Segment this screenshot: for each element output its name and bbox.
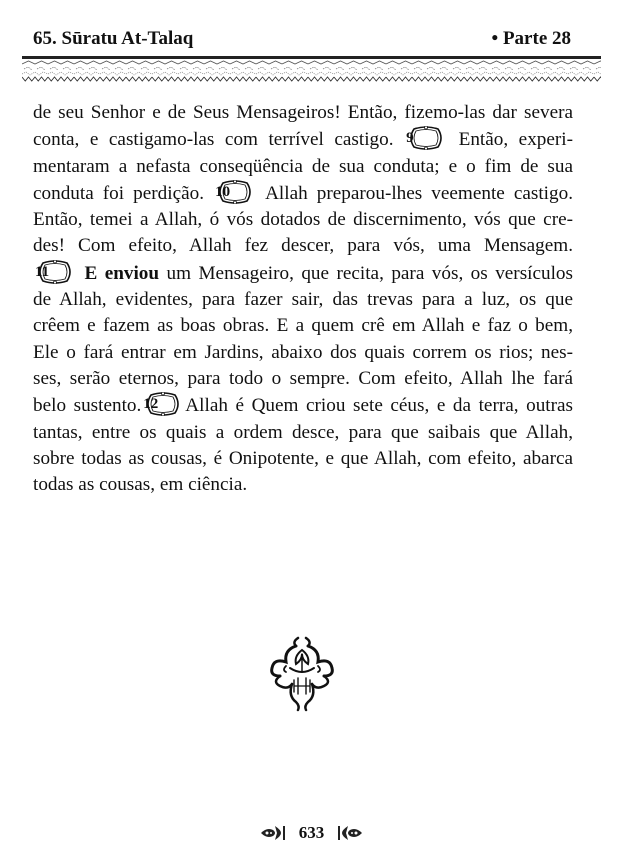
text-line bbox=[33, 126, 573, 153]
left-flourish-icon bbox=[261, 824, 289, 842]
text-line: ses, serão eternos, para todo o sempre. Com efeito, Allah lhe fará bbox=[33, 367, 573, 389]
verse-marker-10 bbox=[215, 180, 255, 204]
text-segment: Allah preparou-lhes veemente castigo. bbox=[265, 182, 573, 204]
verse-marker-9 bbox=[406, 126, 446, 150]
text-line: crêem e fazem as boas obras. E a quem crê em Allah e faz o bem, bbox=[33, 315, 573, 337]
verse-number: 10 bbox=[215, 183, 231, 200]
text-segment: um Mensageiro, que recita, para vós, os versículos bbox=[166, 262, 573, 284]
text-line: todas as cousas, em ciência. bbox=[33, 474, 248, 496]
text-segment: conduta foi perdição. bbox=[33, 182, 205, 204]
text-line: Ele o fará entrar em Jardins, abaixo dos quais correm os rios; nes- bbox=[33, 341, 573, 363]
text-line: tantas, entre os quais a ordem desce, para que saibais que Allah, bbox=[33, 421, 573, 443]
surah-title: 65. Sūratu At-Talaq bbox=[33, 28, 194, 49]
text-segment: Allah é Quem criou sete céus, e da terra, outras bbox=[185, 395, 573, 417]
text-line: de Allah, evidentes, para fazer sair, das trevas para a luz, os que bbox=[33, 289, 573, 311]
arabesque-ornament-icon bbox=[262, 632, 342, 712]
verse-number: 11 bbox=[35, 263, 50, 280]
text-segment: belo sustento. bbox=[33, 395, 142, 417]
page-number: 633 bbox=[298, 823, 325, 842]
part-label: • Parte 28 bbox=[491, 28, 571, 49]
bold-text: E enviou bbox=[84, 262, 160, 284]
text-line: Então, temei a Allah, ó vós dotados de discernimento, vós que cre- bbox=[33, 209, 573, 231]
text-line: mentaram a nefasta conseqüência de sua conduta; e o fim de sua bbox=[33, 155, 573, 177]
verse-number: 12 bbox=[143, 396, 159, 413]
text-line bbox=[33, 180, 573, 207]
text-line bbox=[33, 260, 573, 287]
right-flourish-icon bbox=[334, 824, 362, 842]
text-line bbox=[33, 392, 573, 419]
decorative-border-icon bbox=[22, 60, 601, 84]
text-line: de seu Senhor e de Seus Mensageiros! Então, fizemo-las dar severa bbox=[33, 102, 573, 123]
text-line: des! Com efeito, Allah fez descer, para vós, uma Mensagem. bbox=[33, 235, 573, 257]
page-header bbox=[33, 28, 571, 52]
verse-number: 9 bbox=[406, 130, 414, 147]
text-line: sobre todas as cousas, é Onipotente, e que Allah, com efeito, abarca bbox=[33, 447, 573, 469]
header-rule bbox=[22, 56, 601, 59]
page-footer bbox=[0, 820, 623, 846]
verse-marker-12 bbox=[143, 392, 183, 416]
text-segment: Então, experi- bbox=[458, 129, 574, 151]
text-segment: conta, e castigamo-las com terrível castigo. bbox=[33, 129, 394, 151]
verse-text bbox=[33, 100, 573, 498]
verse-marker-11 bbox=[35, 260, 75, 284]
